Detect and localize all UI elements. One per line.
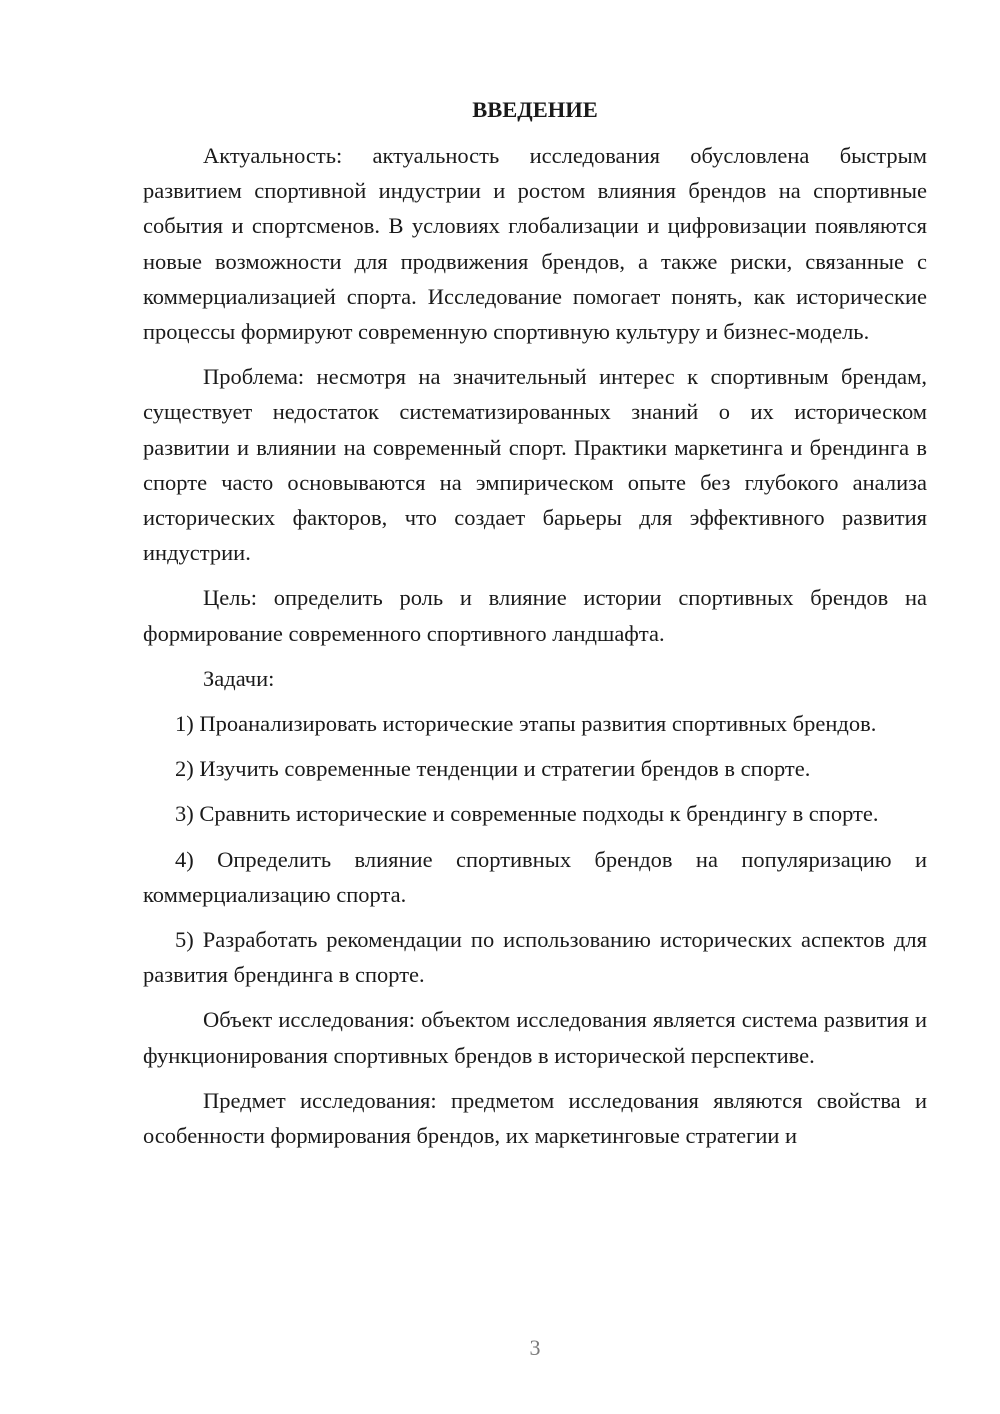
task-item-3: 3) Сравнить исторические и современные подходы к брендингу в спорте. <box>175 801 879 827</box>
paragraph-tasks-heading: Задачи: <box>203 665 275 691</box>
section-title: ВВЕДЕНИЕ <box>472 97 598 122</box>
paragraph-subject: Предмет исследования: предметом исследования являются свойства и особенности формирования брендов, их маркетинговые стратегии и <box>143 1087 927 1149</box>
paragraph-object: Объект исследования: объектом исследования является система развития и функционирования спортивных брендов в исторической перспективе. <box>143 1007 927 1068</box>
paragraph-goal: Цель: определить роль и влияние истории спортивных брендов на формирование современного спортивного ландшафта. <box>143 585 927 646</box>
task-item-1: 1) Проанализировать исторические этапы развития спортивных брендов. <box>175 711 877 737</box>
paragraph-problem: Проблема: несмотря на значительный интерес к спортивным брендам, существует недостаток систематизированных знаний о их историческом развитии и влиянии на современный спорт. Практики маркетинга и брендинга в спорте часто основываются на эмпирическом опыте без глубокого анализа исторических факторов, что создает барьеры для эффективного развития индустрии. <box>143 364 927 566</box>
page-content <box>143 88 927 1163</box>
page-number: 3 <box>529 1335 541 1360</box>
task-item-5: 5) Разработать рекомендации по использованию исторических аспектов для развития брендинга в спорте. <box>143 927 927 988</box>
task-item-4: 4) Определить влияние спортивных брендов на популяризацию и коммерциализацию спорта. <box>143 846 927 907</box>
task-item-2: 2) Изучить современные тенденции и стратегии брендов в спорте. <box>175 756 811 782</box>
paragraph-relevance: Актуальность: актуальность исследования обусловлена быстрым развитием спортивной индустрии и ростом влияния брендов на спортивные события и спортсменов. В условиях глобализации и цифровизации появляются новые возможности для продвижения брендов, а также риски, связанные с коммерциализацией спорта. Исследование помогает понять, как исторические процессы формируют современную спортивную культуру и бизнес-модель. <box>143 143 927 345</box>
